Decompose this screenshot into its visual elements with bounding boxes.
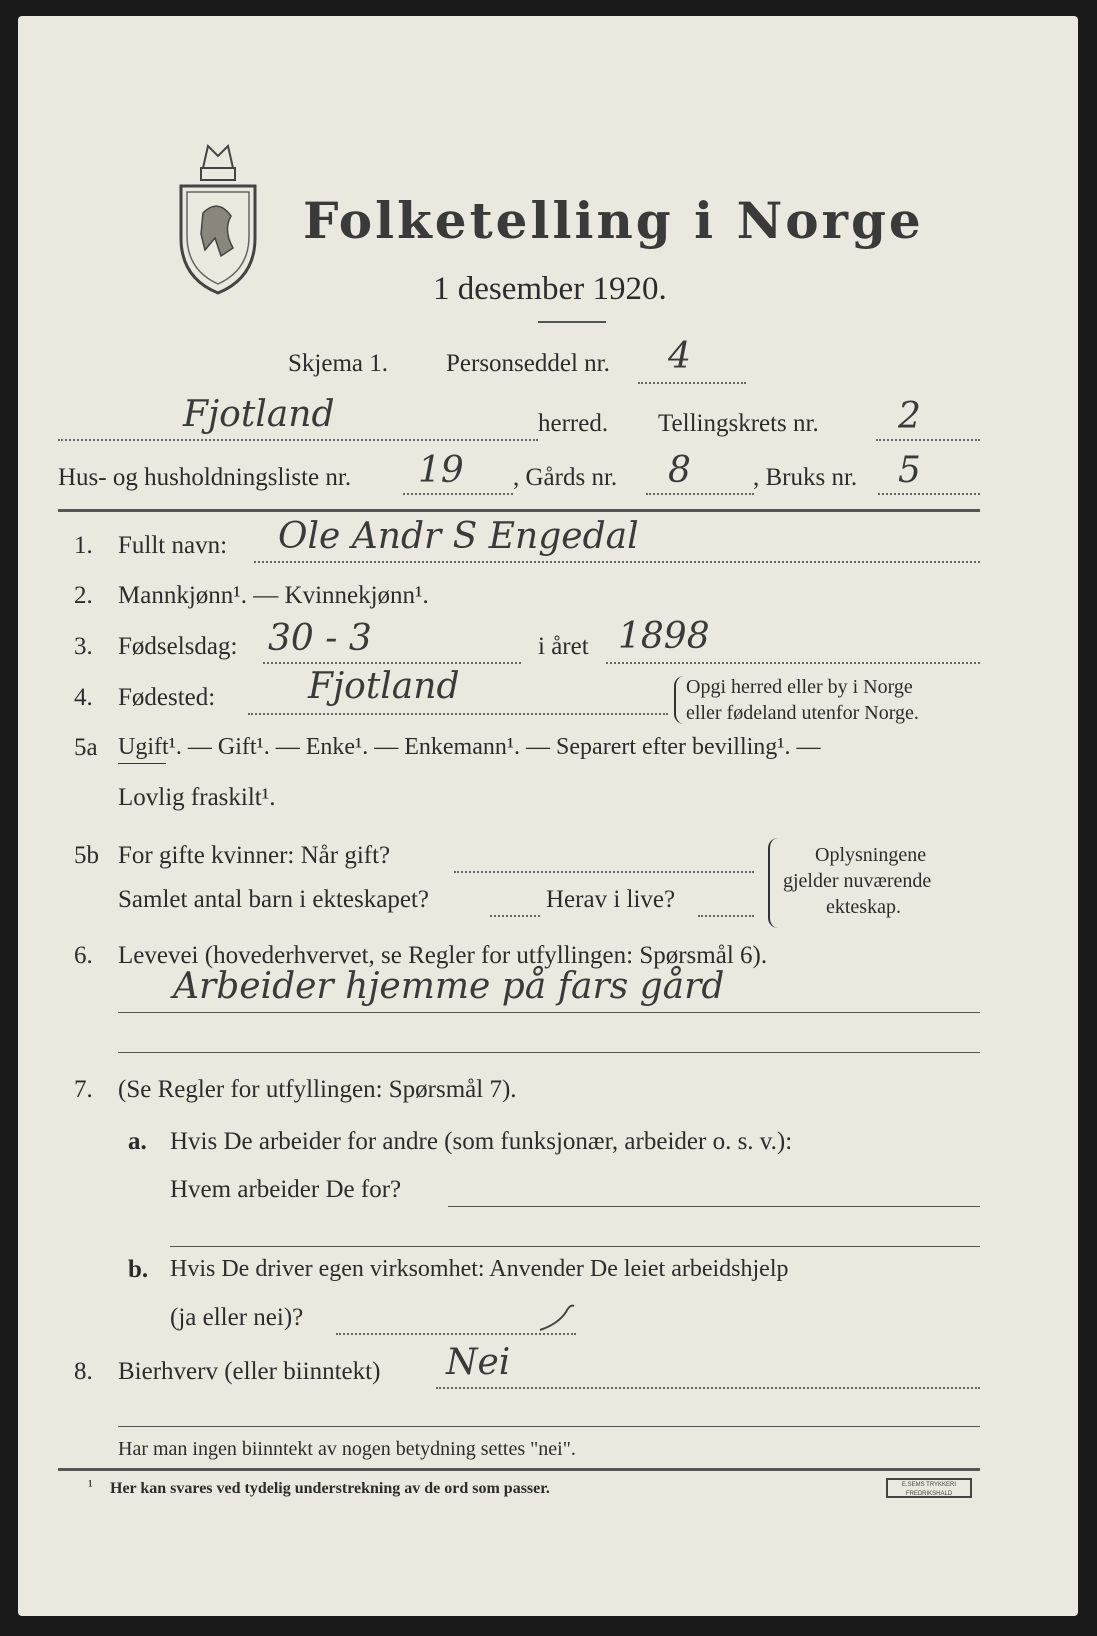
header-divider bbox=[58, 509, 980, 512]
gards-value[interactable]: 8 bbox=[668, 450, 691, 491]
q6-label: Levevei (hovederhvervet, se Regler for utfyllingen: Spørsmål 6). bbox=[118, 942, 768, 969]
tellingskrets-label: Tellingskrets nr. bbox=[658, 410, 819, 437]
q8-number: 8. bbox=[74, 1358, 93, 1385]
q1-label: Fullt navn: bbox=[118, 532, 228, 559]
q8-side-income[interactable]: Nei bbox=[446, 1342, 511, 1383]
q2-gender-options[interactable]: Mannkjønn¹. — Kvinnekjønn¹. bbox=[118, 582, 429, 609]
form-title: Folketelling i Norge bbox=[303, 191, 924, 250]
q4-note-1: Opgi herred eller by i Norge bbox=[686, 676, 913, 698]
q3-line bbox=[263, 662, 521, 664]
q5a-ugift-underline bbox=[118, 763, 166, 764]
q5b-children-line[interactable] bbox=[490, 915, 540, 917]
q5b-alive-line[interactable] bbox=[698, 915, 754, 917]
personseddel-value[interactable]: 4 bbox=[668, 336, 691, 377]
gards-line bbox=[646, 493, 754, 495]
q3-birthday[interactable]: 30 - 3 bbox=[268, 618, 372, 659]
q7a-answer-line-2[interactable] bbox=[170, 1246, 980, 1247]
footnote-text: Her kan svares ved tydelig understrekning av de ord som passer. bbox=[110, 1480, 550, 1497]
q1-line bbox=[254, 561, 980, 563]
coat-of-arms-icon bbox=[173, 138, 263, 298]
footer-note: Har man ingen biinntekt av nogen betydning settes "nei". bbox=[118, 1438, 576, 1460]
q5b-note-2: gjelder nuværende bbox=[783, 870, 932, 892]
q8-line bbox=[436, 1387, 980, 1389]
printer-stamp: E.SEMS TRYKKERI FREDRIKSHALD bbox=[886, 1478, 972, 1498]
q7b-handwritten-mark bbox=[538, 1302, 578, 1334]
personseddel-label: Personseddel nr. bbox=[446, 350, 610, 377]
q4-birthplace[interactable]: Fjotland bbox=[308, 666, 460, 707]
hus-value[interactable]: 19 bbox=[418, 450, 464, 491]
q5b-brace bbox=[768, 838, 778, 928]
q7a-line-2: Hvem arbeider De for? bbox=[170, 1176, 402, 1203]
herred-value[interactable]: Fjotland bbox=[183, 394, 335, 435]
q5b-married-when: For gifte kvinner: Når gift? bbox=[118, 842, 391, 869]
q5a-marital-options[interactable]: Ugift¹. — Gift¹. — Enke¹. — Enkemann¹. — Separert efter bevilling¹. — bbox=[118, 734, 821, 760]
q6-number: 6. bbox=[74, 942, 93, 969]
q7a-line-1: Hvis De arbeider for andre (som funksjonær, arbeider o. s. v.): bbox=[170, 1128, 793, 1155]
q4-note-2: eller fødeland utenfor Norge. bbox=[686, 702, 919, 724]
bruks-label: , Bruks nr. bbox=[753, 464, 858, 491]
q5b-note-3: ekteskap. bbox=[826, 896, 901, 918]
q7b-line-1: Hvis De driver egen virksomhet: Anvender De leiet arbeidshjelp bbox=[170, 1256, 789, 1282]
title-divider bbox=[538, 321, 606, 323]
q7-label: (Se Regler for utfyllingen: Spørsmål 7). bbox=[118, 1076, 517, 1103]
q7a-answer-line[interactable] bbox=[448, 1206, 980, 1207]
q5a-line-2[interactable]: Lovlig fraskilt¹. bbox=[118, 784, 276, 811]
footnote-mark: ¹ bbox=[88, 1478, 93, 1495]
q7a-number: a. bbox=[128, 1128, 147, 1155]
bruks-value[interactable]: 5 bbox=[898, 450, 921, 491]
q3-year-line bbox=[606, 662, 980, 664]
q7b-number: b. bbox=[128, 1256, 149, 1283]
q3-year-label: i året bbox=[538, 633, 589, 660]
gards-label: , Gårds nr. bbox=[513, 464, 618, 491]
q8-label: Bierhverv (eller biinntekt) bbox=[118, 1358, 381, 1385]
q3-label: Fødselsdag: bbox=[118, 633, 238, 660]
census-form bbox=[18, 16, 1078, 1616]
q1-number: 1. bbox=[74, 532, 93, 559]
q4-brace bbox=[674, 676, 684, 724]
q5a-number: 5a bbox=[74, 734, 98, 761]
q1-full-name[interactable]: Ole Andr S Engedal bbox=[278, 516, 639, 557]
q7-number: 7. bbox=[74, 1076, 93, 1103]
q5b-children-alive: Herav i live? bbox=[546, 886, 676, 913]
q5b-children-total: Samlet antal barn i ekteskapet? bbox=[118, 886, 429, 913]
q4-label: Fødested: bbox=[118, 684, 216, 711]
q5b-number: 5b bbox=[74, 842, 99, 869]
tellingskrets-line bbox=[876, 439, 980, 441]
q5b-note-1: Oplysningene bbox=[815, 844, 927, 866]
hus-line bbox=[403, 493, 513, 495]
skjema-label: Skjema 1. bbox=[288, 350, 388, 377]
herred-line bbox=[58, 439, 538, 441]
census-date: 1 desember 1920. bbox=[433, 271, 667, 307]
q6-line-2 bbox=[118, 1052, 980, 1053]
q5b-married-line[interactable] bbox=[454, 871, 754, 873]
q3-number: 3. bbox=[74, 633, 93, 660]
footer-divider bbox=[58, 1468, 980, 1471]
herred-label: herred. bbox=[538, 410, 609, 437]
personseddel-line bbox=[638, 382, 746, 384]
q4-line bbox=[248, 713, 668, 715]
hus-label: Hus- og husholdningsliste nr. bbox=[58, 464, 352, 491]
tellingskrets-value[interactable]: 2 bbox=[898, 396, 921, 437]
bruks-line bbox=[878, 493, 980, 495]
q7b-line-2: (ja eller nei)? bbox=[170, 1304, 304, 1331]
q8-line-2 bbox=[118, 1426, 980, 1427]
q4-number: 4. bbox=[74, 684, 93, 711]
q3-birth-year[interactable]: 1898 bbox=[618, 616, 710, 657]
q2-number: 2. bbox=[74, 582, 93, 609]
q6-line-1 bbox=[118, 1012, 980, 1013]
q6-occupation[interactable]: Arbeider hjemme på fars gård bbox=[173, 966, 725, 1007]
